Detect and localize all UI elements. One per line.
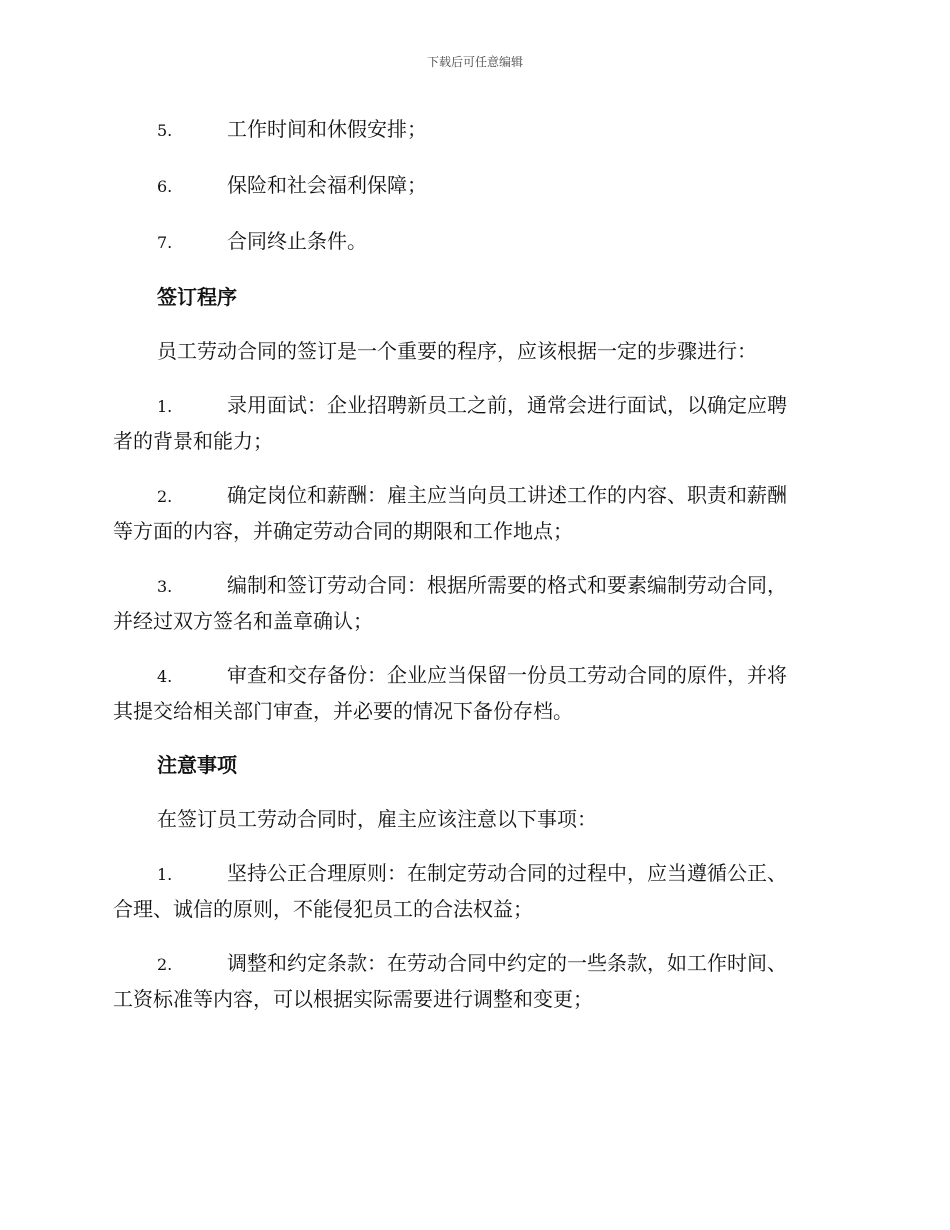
list-number: 5. bbox=[157, 121, 173, 140]
list-text: 录用面试：企业招聘新员工之前，通常会进行面试，以确定应聘 bbox=[227, 393, 787, 417]
list-number: 2. bbox=[157, 955, 173, 974]
list-item bbox=[113, 568, 833, 638]
list-text: 确定岗位和薪酬：雇主应当向员工讲述工作的内容、职责和薪酬 bbox=[227, 483, 787, 507]
list-text-continued: 合理、诚信的原则，不能侵犯员工的合法权益； bbox=[113, 897, 533, 921]
list-text-continued: 其提交给相关部门审查，并必要的情况下备份存档。 bbox=[113, 699, 573, 723]
page-header: 下载后可任意编辑 bbox=[426, 55, 523, 69]
list-number: 3. bbox=[157, 577, 173, 596]
section-heading-signing: 签订程序 bbox=[157, 285, 237, 309]
list-text: 保险和社会福利保障； bbox=[227, 173, 427, 197]
section-intro-signing: 员工劳动合同的签订是一个重要的程序，应该根据一定的步骤进行： bbox=[157, 339, 757, 363]
list-number: 1. bbox=[157, 865, 173, 884]
list-item bbox=[113, 112, 833, 148]
list-text: 合同终止条件。 bbox=[227, 229, 367, 253]
list-text: 工作时间和休假安排； bbox=[227, 117, 427, 141]
list-number: 2. bbox=[157, 487, 173, 506]
document-body bbox=[113, 112, 833, 1036]
section-heading-notes: 注意事项 bbox=[157, 753, 237, 777]
list-text-continued: 工资标准等内容，可以根据实际需要进行调整和变更； bbox=[113, 987, 593, 1011]
list-number: 1. bbox=[157, 397, 173, 416]
list-text: 调整和约定条款：在劳动合同中约定的一些条款，如工作时间、 bbox=[227, 951, 787, 975]
section-intro-notes: 在签订员工劳动合同时，雇主应该注意以下事项： bbox=[157, 807, 597, 831]
list-item bbox=[113, 946, 833, 1016]
list-text-continued: 者的背景和能力； bbox=[113, 429, 273, 453]
list-number: 6. bbox=[157, 177, 173, 196]
list-text: 审查和交存备份：企业应当保留一份员工劳动合同的原件，并将 bbox=[227, 663, 787, 687]
list-text-continued: 并经过双方签名和盖章确认； bbox=[113, 609, 373, 633]
list-number: 4. bbox=[157, 667, 173, 686]
list-text: 坚持公正合理原则：在制定劳动合同的过程中，应当遵循公正、 bbox=[227, 861, 787, 885]
list-text: 编制和签订劳动合同：根据所需要的格式和要素编制劳动合同， bbox=[227, 573, 787, 597]
list-item bbox=[113, 224, 833, 260]
list-item bbox=[113, 658, 833, 728]
list-item bbox=[113, 856, 833, 926]
list-item bbox=[113, 388, 833, 458]
list-number: 7. bbox=[157, 233, 173, 252]
list-text-continued: 等方面的内容，并确定劳动合同的期限和工作地点； bbox=[113, 519, 573, 543]
list-item bbox=[113, 478, 833, 548]
list-item bbox=[113, 168, 833, 204]
